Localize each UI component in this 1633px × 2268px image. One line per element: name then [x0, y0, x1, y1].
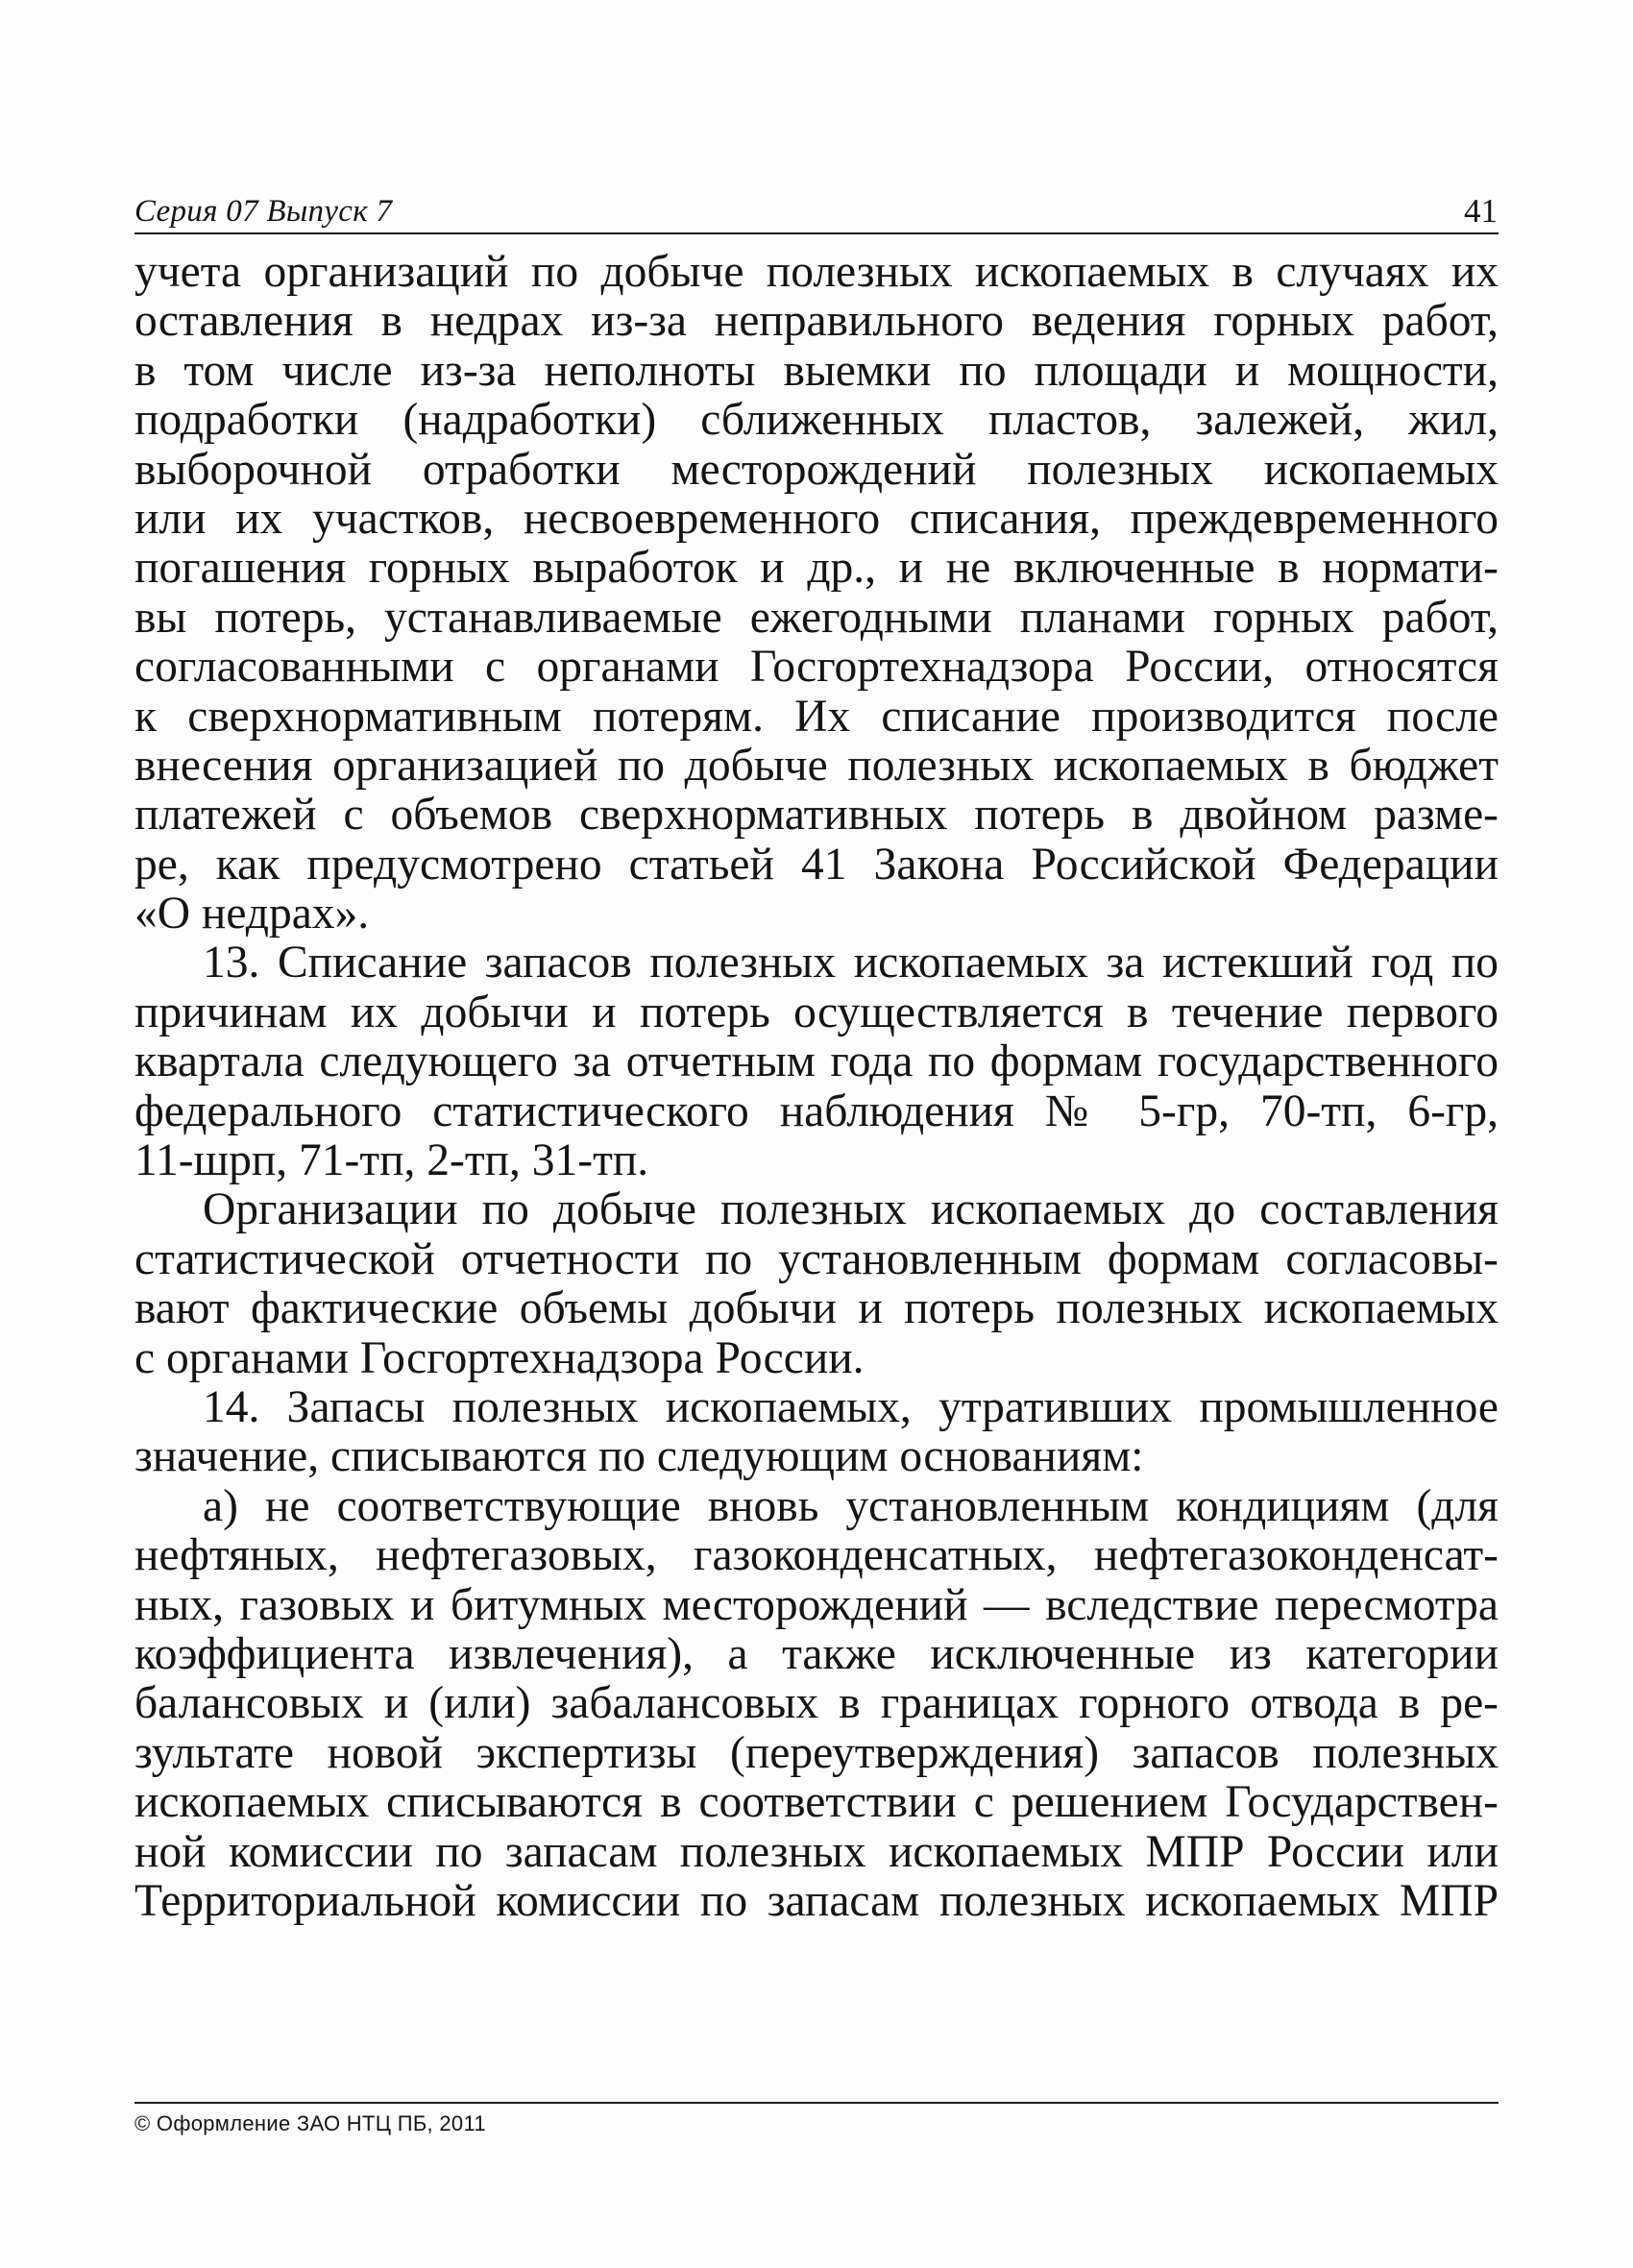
- text-line: вают фактические объемы добычи и потерь полезных ископаемых: [134, 1283, 1499, 1334]
- text-line: вы потерь, устанавливаемые ежегодными планами горных работ,: [134, 592, 1499, 643]
- paragraph: [134, 1185, 1499, 1383]
- text-line: квартала следующего за отчетным года по формам государственного: [134, 1036, 1499, 1087]
- body-text: [134, 248, 1499, 1926]
- text-line: выборочной отработки месторождений полезных ископаемых: [134, 444, 1499, 495]
- text-line: балансовых и (или) забалансовых в границах горного отвода в ре-: [134, 1678, 1499, 1729]
- text-line: причинам их добычи и потерь осуществляется в течение первого: [134, 987, 1499, 1037]
- text-line: федерального статистического наблюдения № 5-гр, 70-тп, 6-гр,: [134, 1085, 1499, 1136]
- text-line: учета организаций по добыче полезных ископаемых в случаях их: [134, 247, 1499, 297]
- header-rule: [134, 232, 1499, 234]
- text-line: а) не соответствующие вновь установленным кондициям (для: [203, 1480, 1499, 1531]
- text-line: оставления в недрах из-за неправильного ведения горных работ,: [134, 296, 1499, 347]
- text-line: ных, газовых и битумных месторождений — вследствие пересмотра: [134, 1579, 1499, 1630]
- text-line: зультате новой экспертизы (переутверждения) запасов полезных: [134, 1727, 1499, 1778]
- footer-rule: [134, 2102, 1499, 2104]
- text-line: «О недрах».: [134, 889, 370, 939]
- text-line: или их участков, несвоевременного списания, преждевременного: [134, 493, 1499, 544]
- text-line: платежей с объемов сверхнормативных потерь в двойном разме-: [134, 790, 1499, 841]
- text-line: с органами Госгортехнадзора России.: [134, 1332, 865, 1383]
- text-line: Организации по добыче полезных ископаемых до составления: [203, 1184, 1499, 1235]
- text-line: подработки (надработки) сближенных пластов, залежей, жил,: [134, 395, 1499, 446]
- text-line: 14. Запасы полезных ископаемых, утративших промышленное: [203, 1381, 1499, 1432]
- text-line: погашения горных выработок и др., и не включенные в нормати-: [134, 543, 1499, 594]
- text-line: к сверхнормативным потерям. Их списание производится после: [134, 691, 1499, 742]
- footer-copyright: © Оформление ЗАО НТЦ ПБ, 2011: [134, 2111, 486, 2135]
- paragraph: [134, 1383, 1499, 1482]
- series-title: Серия 07 Выпуск 7: [134, 194, 393, 229]
- text-line: внесения организацией по добыче полезных ископаемых в бюджет: [134, 740, 1499, 791]
- text-line: ной комиссии по запасам полезных ископаемых МПР России или: [134, 1826, 1499, 1877]
- text-line: ре, как предусмотрено статьей 41 Закона Российской Федерации: [134, 839, 1499, 890]
- paragraph: [134, 248, 1499, 939]
- text-line: в том числе из-за неполноты выемки по площади и мощности,: [134, 345, 1499, 396]
- paragraph: [134, 939, 1499, 1185]
- text-line: 13. Списание запасов полезных ископаемых за истекший год по: [203, 938, 1499, 988]
- text-line: Территориальной комиссии по запасам полезных ископаемых МПР: [134, 1875, 1499, 1926]
- page-number: 41: [1464, 192, 1498, 230]
- text-line: статистической отчетности по установленным формам согласовы-: [134, 1233, 1499, 1284]
- paragraph: [134, 1482, 1499, 1927]
- text-line: нефтяных, нефтегазовых, газоконденсатных, нефтегазоконденсат-: [134, 1530, 1499, 1581]
- text-line: коэффициента извлечения), а также исключенные из категории: [134, 1628, 1499, 1679]
- running-header: [134, 181, 1499, 234]
- text-line: ископаемых списываются в соответствии с решением Государствен-: [134, 1777, 1499, 1828]
- text-line: согласованными с органами Госгортехнадзора России, относятся: [134, 642, 1499, 693]
- text-line: 11-шрп, 71-тп, 2-тп, 31-тп.: [134, 1135, 649, 1186]
- text-line: значение, списываются по следующим основаниям:: [134, 1431, 1144, 1482]
